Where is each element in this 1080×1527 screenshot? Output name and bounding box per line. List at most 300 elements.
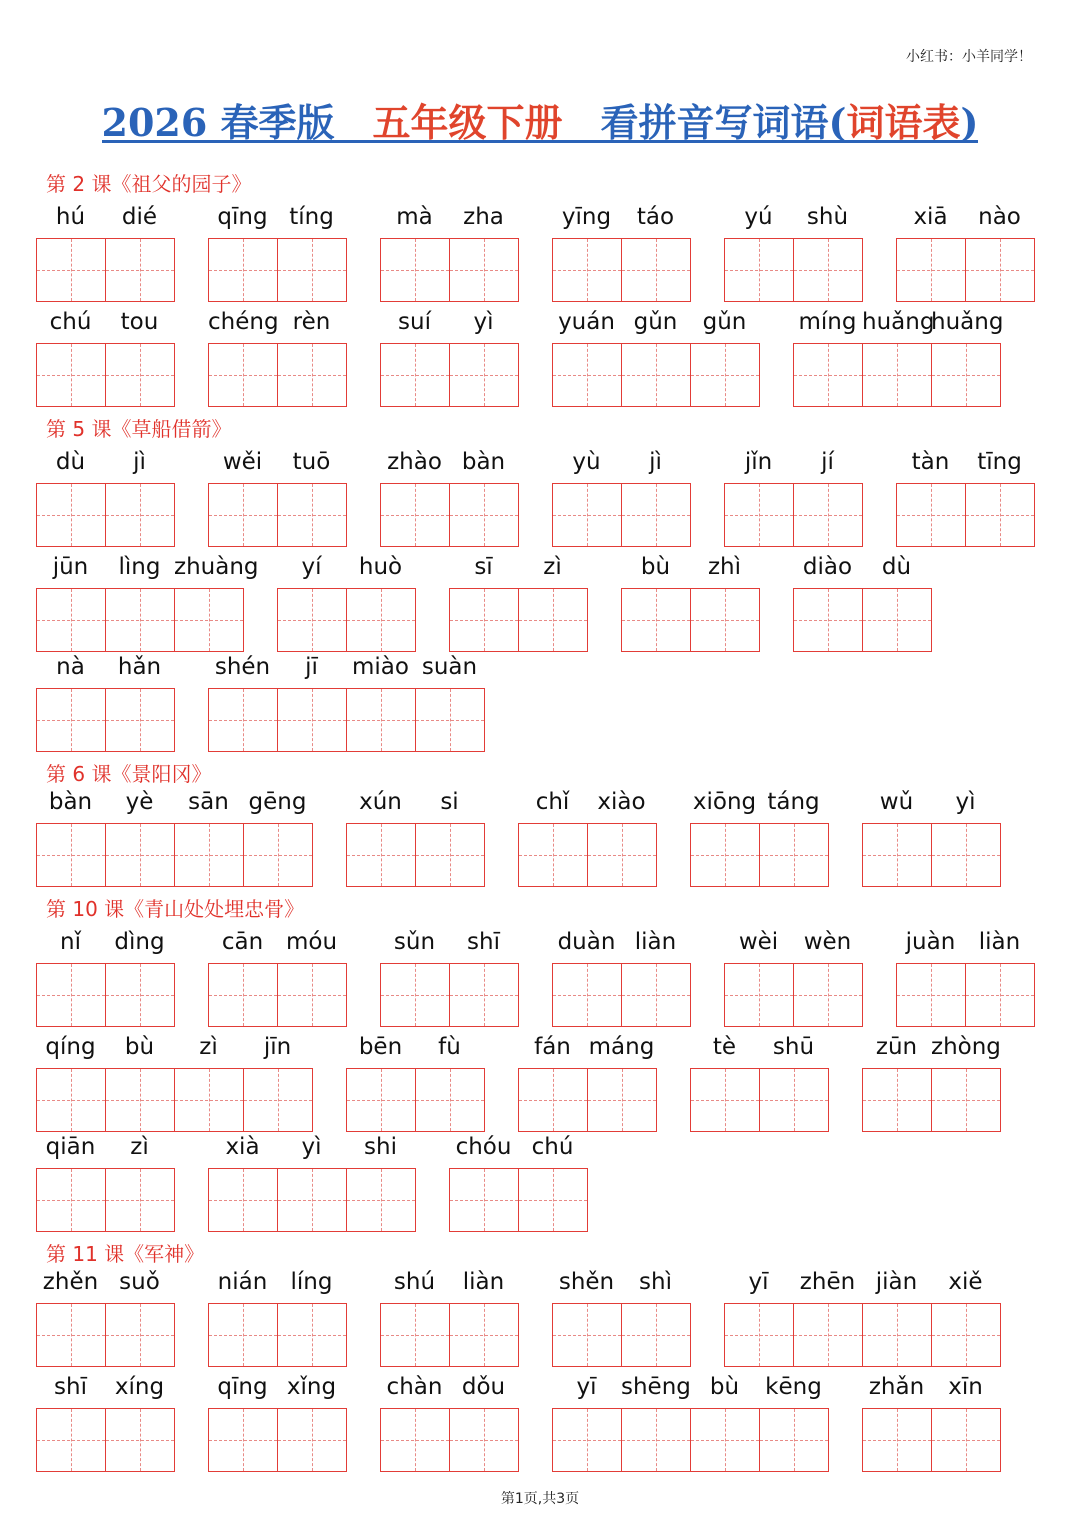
writing-cell[interactable] (175, 1068, 244, 1132)
writing-cell[interactable] (553, 963, 622, 1027)
pinyin-label: cān (221, 929, 264, 955)
writing-cell[interactable] (691, 1408, 760, 1472)
writing-cell[interactable] (381, 963, 450, 1027)
writing-grid (793, 343, 1001, 407)
lesson-title: 第 5 课《草船借箭》 (46, 417, 232, 441)
writing-cell[interactable] (106, 1303, 175, 1367)
writing-grid (36, 238, 175, 302)
pinyin-label: tè (712, 1034, 737, 1060)
writing-cell[interactable] (106, 483, 175, 547)
pinyin-label: qīng (217, 1374, 268, 1400)
lesson-title: 第 10 课《青山处处埋忠骨》 (46, 897, 305, 921)
pinyin-label: jī (305, 654, 318, 680)
title-close-paren: ) (960, 100, 979, 145)
pinyin-label: sān (188, 789, 229, 815)
writing-cell[interactable] (37, 1303, 106, 1367)
writing-grid (36, 1168, 175, 1232)
pinyin-label: zì (543, 554, 562, 580)
pinyin-label: yī (748, 1269, 769, 1295)
writing-cell[interactable] (106, 1168, 175, 1232)
writing-grid (208, 483, 347, 547)
writing-cell[interactable] (209, 688, 278, 752)
writing-cell[interactable] (794, 1303, 863, 1367)
writing-cell[interactable] (519, 823, 588, 887)
pinyin-label: gǔn (633, 309, 678, 335)
writing-cell[interactable] (622, 1408, 691, 1472)
writing-cell[interactable] (416, 1068, 485, 1132)
pinyin-label: jīn (263, 1034, 292, 1060)
pinyin-label: tuō (292, 449, 331, 475)
title-edition: 2026 春季版 (101, 100, 335, 145)
writing-cell[interactable] (553, 1303, 622, 1367)
writing-cell[interactable] (760, 823, 829, 887)
writing-cell[interactable] (450, 963, 519, 1027)
writing-cell[interactable] (209, 343, 278, 407)
writing-grid (690, 823, 829, 887)
pinyin-label: yú (744, 204, 773, 230)
lesson-title: 第 2 课《祖父的园子》 (46, 172, 252, 196)
writing-cell[interactable] (863, 1068, 932, 1132)
writing-cell[interactable] (450, 1408, 519, 1472)
writing-cell[interactable] (450, 483, 519, 547)
pinyin-label: chǐ (535, 789, 570, 815)
pinyin-label: xǐng (286, 1374, 337, 1400)
pinyin-label: zì (199, 1034, 218, 1060)
writing-grid (552, 343, 760, 407)
pinyin-label: yù (572, 449, 601, 475)
writing-cell[interactable] (106, 1068, 175, 1132)
writing-grid (724, 963, 863, 1027)
writing-grid (449, 1168, 588, 1232)
pinyin-label: yì (473, 309, 494, 335)
writing-cell[interactable] (691, 343, 760, 407)
writing-cell[interactable] (37, 963, 106, 1027)
writing-cell[interactable] (932, 823, 1001, 887)
pinyin-label: fù (438, 1034, 461, 1060)
pinyin-label: mà (396, 204, 433, 230)
pinyin-label: zha (463, 204, 504, 230)
writing-grid (552, 1408, 829, 1472)
writing-grid (896, 963, 1035, 1027)
writing-cell[interactable] (725, 238, 794, 302)
writing-grid (896, 483, 1035, 547)
writing-grid (380, 238, 519, 302)
writing-cell[interactable] (209, 1168, 278, 1232)
writing-grid (208, 1168, 416, 1232)
pinyin-label: jūn (52, 554, 89, 580)
writing-cell[interactable] (37, 238, 106, 302)
writing-cell[interactable] (622, 588, 691, 652)
pinyin-label: qiān (45, 1134, 96, 1160)
writing-grid (896, 238, 1035, 302)
writing-cell[interactable] (932, 343, 1001, 407)
writing-cell[interactable] (106, 588, 175, 652)
pinyin-label: xíng (114, 1374, 165, 1400)
writing-cell[interactable] (691, 1068, 760, 1132)
writing-cell[interactable] (37, 1168, 106, 1232)
lesson-title: 第 6 课《景阳冈》 (46, 762, 212, 786)
pinyin-label: chú (531, 1134, 574, 1160)
writing-cell[interactable] (760, 1408, 829, 1472)
writing-grid (277, 588, 416, 652)
writing-cell[interactable] (106, 343, 175, 407)
writing-cell[interactable] (932, 1303, 1001, 1367)
page-footer: 第1页,共3页 (500, 1491, 580, 1507)
pinyin-label: bù (124, 1034, 155, 1060)
writing-grid (724, 238, 863, 302)
pinyin-label: yīng (561, 204, 612, 230)
title-underline (102, 140, 978, 143)
pinyin-label: xiōng (692, 789, 757, 815)
pinyin-label: nào (978, 204, 1021, 230)
lesson-title: 第 11 课《军神》 (46, 1242, 205, 1266)
pinyin-label: zhòng (931, 1034, 1001, 1060)
pinyin-label: shi (364, 1134, 397, 1160)
writing-grid (862, 1408, 1001, 1472)
pinyin-label: móu (285, 929, 338, 955)
writing-grid (208, 1303, 347, 1367)
writing-cell[interactable] (278, 483, 347, 547)
pinyin-label: jì (649, 449, 662, 475)
writing-cell[interactable] (519, 588, 588, 652)
pinyin-label: nà (56, 654, 85, 680)
pinyin-label: tàn (911, 449, 950, 475)
writing-cell[interactable] (106, 963, 175, 1027)
pinyin-label: tou (120, 309, 159, 335)
pinyin-label: jí (821, 449, 834, 475)
pinyin-label: sǔn (393, 929, 436, 955)
pinyin-label: wèi (738, 929, 779, 955)
pinyin-label: dìng (114, 929, 165, 955)
pinyin-label: shēng (621, 1374, 691, 1400)
writing-cell[interactable] (794, 588, 863, 652)
writing-cell[interactable] (278, 1168, 347, 1232)
writing-cell[interactable] (725, 483, 794, 547)
writing-cell[interactable] (897, 238, 966, 302)
pinyin-label: yè (125, 789, 154, 815)
writing-cell[interactable] (622, 483, 691, 547)
writing-grid (36, 483, 175, 547)
pinyin-label: bù (709, 1374, 740, 1400)
pinyin-label: xià (225, 1134, 260, 1160)
writing-cell[interactable] (347, 588, 416, 652)
writing-cell[interactable] (37, 823, 106, 887)
pinyin-label: suǒ (119, 1269, 160, 1295)
writing-cell[interactable] (519, 1068, 588, 1132)
pinyin-label: shén (214, 654, 271, 680)
writing-cell[interactable] (691, 823, 760, 887)
pinyin-label: zhēn (799, 1269, 856, 1295)
writing-grid (36, 1068, 313, 1132)
pinyin-label: duàn (557, 929, 616, 955)
pinyin-label: yí (301, 554, 322, 580)
writing-grid (36, 588, 244, 652)
pinyin-label: bù (640, 554, 671, 580)
pinyin-label: máng (588, 1034, 655, 1060)
writing-grid (36, 343, 175, 407)
pinyin-label: jiàn (875, 1269, 918, 1295)
pinyin-label: qīng (217, 204, 268, 230)
writing-cell[interactable] (760, 1068, 829, 1132)
writing-cell[interactable] (863, 1303, 932, 1367)
pinyin-label: diào (802, 554, 853, 580)
pinyin-label: tíng (289, 204, 334, 230)
pinyin-label: wǔ (879, 789, 914, 815)
pinyin-label: suí (398, 309, 431, 335)
pinyin-label: líng (290, 1269, 333, 1295)
writing-cell[interactable] (932, 1408, 1001, 1472)
writing-cell[interactable] (106, 823, 175, 887)
pinyin-label: míng (798, 309, 857, 335)
pinyin-label: chéng (208, 309, 279, 335)
writing-grid (380, 483, 519, 547)
pinyin-label: xiā (913, 204, 948, 230)
writing-cell[interactable] (450, 1168, 519, 1232)
pinyin-label: jì (133, 449, 146, 475)
writing-cell[interactable] (416, 688, 485, 752)
pinyin-label: rèn (292, 309, 331, 335)
writing-cell[interactable] (278, 238, 347, 302)
pinyin-label: sī (474, 554, 493, 580)
writing-cell[interactable] (966, 238, 1035, 302)
writing-cell[interactable] (209, 1303, 278, 1367)
writing-cell[interactable] (278, 1303, 347, 1367)
writing-grid (36, 1408, 175, 1472)
pinyin-label: yì (301, 1134, 322, 1160)
writing-cell[interactable] (175, 823, 244, 887)
pinyin-label: tīng (977, 449, 1022, 475)
writing-cell[interactable] (932, 1068, 1001, 1132)
writing-grid (36, 688, 175, 752)
writing-cell[interactable] (519, 1168, 588, 1232)
pinyin-label: dié (121, 204, 158, 230)
writing-cell[interactable] (381, 1303, 450, 1367)
writing-cell[interactable] (450, 238, 519, 302)
pinyin-label: xún (359, 789, 402, 815)
pinyin-label: wèn (803, 929, 852, 955)
writing-cell[interactable] (863, 343, 932, 407)
pinyin-label: zhào (387, 449, 442, 475)
pinyin-label: zhì (707, 554, 742, 580)
writing-cell[interactable] (416, 823, 485, 887)
writing-cell[interactable] (37, 588, 106, 652)
pinyin-label: huǎng (862, 309, 935, 335)
writing-grid (380, 963, 519, 1027)
pinyin-label: zūn (875, 1034, 918, 1060)
writing-cell[interactable] (553, 483, 622, 547)
writing-cell[interactable] (450, 1303, 519, 1367)
writing-cell[interactable] (278, 963, 347, 1027)
pinyin-label: hú (55, 204, 86, 230)
writing-grid (208, 238, 347, 302)
pinyin-label: xīn (948, 1374, 983, 1400)
writing-grid (552, 483, 691, 547)
page-title (0, 92, 1080, 152)
writing-cell[interactable] (966, 483, 1035, 547)
writing-cell[interactable] (347, 823, 416, 887)
pinyin-label: bàn (48, 789, 93, 815)
writing-cell[interactable] (622, 963, 691, 1027)
writing-cell[interactable] (588, 1068, 657, 1132)
writing-cell[interactable] (381, 1408, 450, 1472)
pinyin-label: shù (806, 204, 849, 230)
writing-grid (36, 823, 313, 887)
pinyin-label: shěn (558, 1269, 615, 1295)
writing-cell[interactable] (37, 483, 106, 547)
pinyin-label: zì (130, 1134, 149, 1160)
writing-cell[interactable] (553, 238, 622, 302)
writing-grid (518, 823, 657, 887)
writing-cell[interactable] (691, 588, 760, 652)
writing-cell[interactable] (209, 1408, 278, 1472)
writing-cell[interactable] (37, 1068, 106, 1132)
writing-cell[interactable] (863, 823, 932, 887)
writing-cell[interactable] (450, 343, 519, 407)
writing-cell[interactable] (794, 963, 863, 1027)
pinyin-label: gēng (248, 789, 307, 815)
writing-cell[interactable] (622, 238, 691, 302)
writing-cell[interactable] (622, 1303, 691, 1367)
writing-cell[interactable] (794, 238, 863, 302)
writing-cell[interactable] (725, 963, 794, 1027)
writing-cell[interactable] (966, 963, 1035, 1027)
pinyin-label: gǔn (702, 309, 747, 335)
pinyin-label: jǐn (744, 449, 773, 475)
writing-grid (380, 1303, 519, 1367)
writing-cell[interactable] (106, 238, 175, 302)
pinyin-label: shī (467, 929, 500, 955)
writing-cell[interactable] (106, 1408, 175, 1472)
writing-grid (208, 963, 347, 1027)
writing-cell[interactable] (381, 238, 450, 302)
pinyin-label: huò (358, 554, 403, 580)
pinyin-label: xiě (948, 1269, 983, 1295)
pinyin-label: wěi (222, 449, 263, 475)
writing-cell[interactable] (209, 963, 278, 1027)
writing-grid (552, 1303, 691, 1367)
writing-cell[interactable] (897, 483, 966, 547)
writing-grid (36, 963, 175, 1027)
pinyin-label: liàn (978, 929, 1021, 955)
watermark-text: 小红书：小羊同学！ (906, 49, 1032, 65)
writing-cell[interactable] (278, 343, 347, 407)
writing-cell[interactable] (106, 688, 175, 752)
pinyin-label: si (440, 789, 459, 815)
writing-grid (862, 1068, 1001, 1132)
pinyin-label: xiào (597, 789, 646, 815)
writing-cell[interactable] (863, 588, 932, 652)
pinyin-label: juàn (905, 929, 956, 955)
pinyin-label: qíng (45, 1034, 96, 1060)
pinyin-label: táng (767, 789, 820, 815)
writing-cell[interactable] (37, 1408, 106, 1472)
writing-cell[interactable] (209, 238, 278, 302)
writing-grid (552, 963, 691, 1027)
pinyin-label: shū (772, 1034, 815, 1060)
pinyin-label: zhuàng (174, 554, 259, 580)
pinyin-label: liàn (462, 1269, 505, 1295)
writing-cell[interactable] (553, 1408, 622, 1472)
writing-cell[interactable] (553, 343, 622, 407)
writing-cell[interactable] (209, 483, 278, 547)
writing-grid (724, 1303, 1001, 1367)
writing-grid (518, 1068, 657, 1132)
writing-cell[interactable] (794, 483, 863, 547)
pinyin-label: zhěn (42, 1269, 99, 1295)
pinyin-label: liàn (634, 929, 677, 955)
writing-grid (208, 343, 347, 407)
writing-cell[interactable] (244, 823, 313, 887)
writing-grid (690, 1068, 829, 1132)
writing-grid (36, 1303, 175, 1367)
pinyin-label: lìng (118, 554, 161, 580)
writing-grid (793, 588, 932, 652)
pinyin-label: nǐ (60, 929, 81, 955)
pinyin-label: zhǎn (868, 1374, 925, 1400)
pinyin-label: yì (955, 789, 976, 815)
writing-grid (552, 238, 691, 302)
writing-grid (724, 483, 863, 547)
writing-cell[interactable] (863, 1408, 932, 1472)
pinyin-label: huǎng (931, 309, 1004, 335)
writing-cell[interactable] (278, 1408, 347, 1472)
writing-cell[interactable] (37, 343, 106, 407)
pinyin-label: shú (393, 1269, 436, 1295)
writing-cell[interactable] (278, 588, 347, 652)
pinyin-label: chóu (455, 1134, 512, 1160)
writing-cell[interactable] (347, 1068, 416, 1132)
pinyin-label: hǎn (117, 654, 162, 680)
pinyin-label: fán (534, 1034, 571, 1060)
pinyin-label: chàn (386, 1374, 443, 1400)
pinyin-label: dù (881, 554, 912, 580)
writing-cell[interactable] (622, 343, 691, 407)
pinyin-label: bàn (461, 449, 506, 475)
writing-grid (380, 343, 519, 407)
writing-cell[interactable] (381, 343, 450, 407)
writing-cell[interactable] (794, 343, 863, 407)
pinyin-label: dǒu (461, 1374, 506, 1400)
writing-grid (862, 823, 1001, 887)
writing-cell[interactable] (244, 1068, 313, 1132)
writing-cell[interactable] (450, 588, 519, 652)
pinyin-label: chú (49, 309, 92, 335)
writing-grid (208, 1408, 347, 1472)
pinyin-label: yuán (558, 309, 615, 335)
writing-grid (621, 588, 760, 652)
title-wordlist: 词语表 (846, 100, 961, 145)
writing-grid (380, 1408, 519, 1472)
writing-cell[interactable] (381, 483, 450, 547)
writing-cell[interactable] (278, 688, 347, 752)
pinyin-label: yī (576, 1374, 597, 1400)
pinyin-label: dù (55, 449, 86, 475)
pinyin-label: shì (639, 1269, 672, 1295)
writing-cell[interactable] (725, 1303, 794, 1367)
writing-cell[interactable] (347, 1168, 416, 1232)
pinyin-label: nián (217, 1269, 268, 1295)
writing-cell[interactable] (347, 688, 416, 752)
writing-cell[interactable] (37, 688, 106, 752)
writing-cell[interactable] (588, 823, 657, 887)
title-grade: 五年级下册 (372, 100, 563, 145)
writing-cell[interactable] (897, 963, 966, 1027)
writing-grid (346, 1068, 485, 1132)
title-task: 看拼音写词语( (600, 100, 847, 145)
pinyin-label: táo (636, 204, 675, 230)
writing-cell[interactable] (175, 588, 244, 652)
writing-grid (208, 688, 485, 752)
